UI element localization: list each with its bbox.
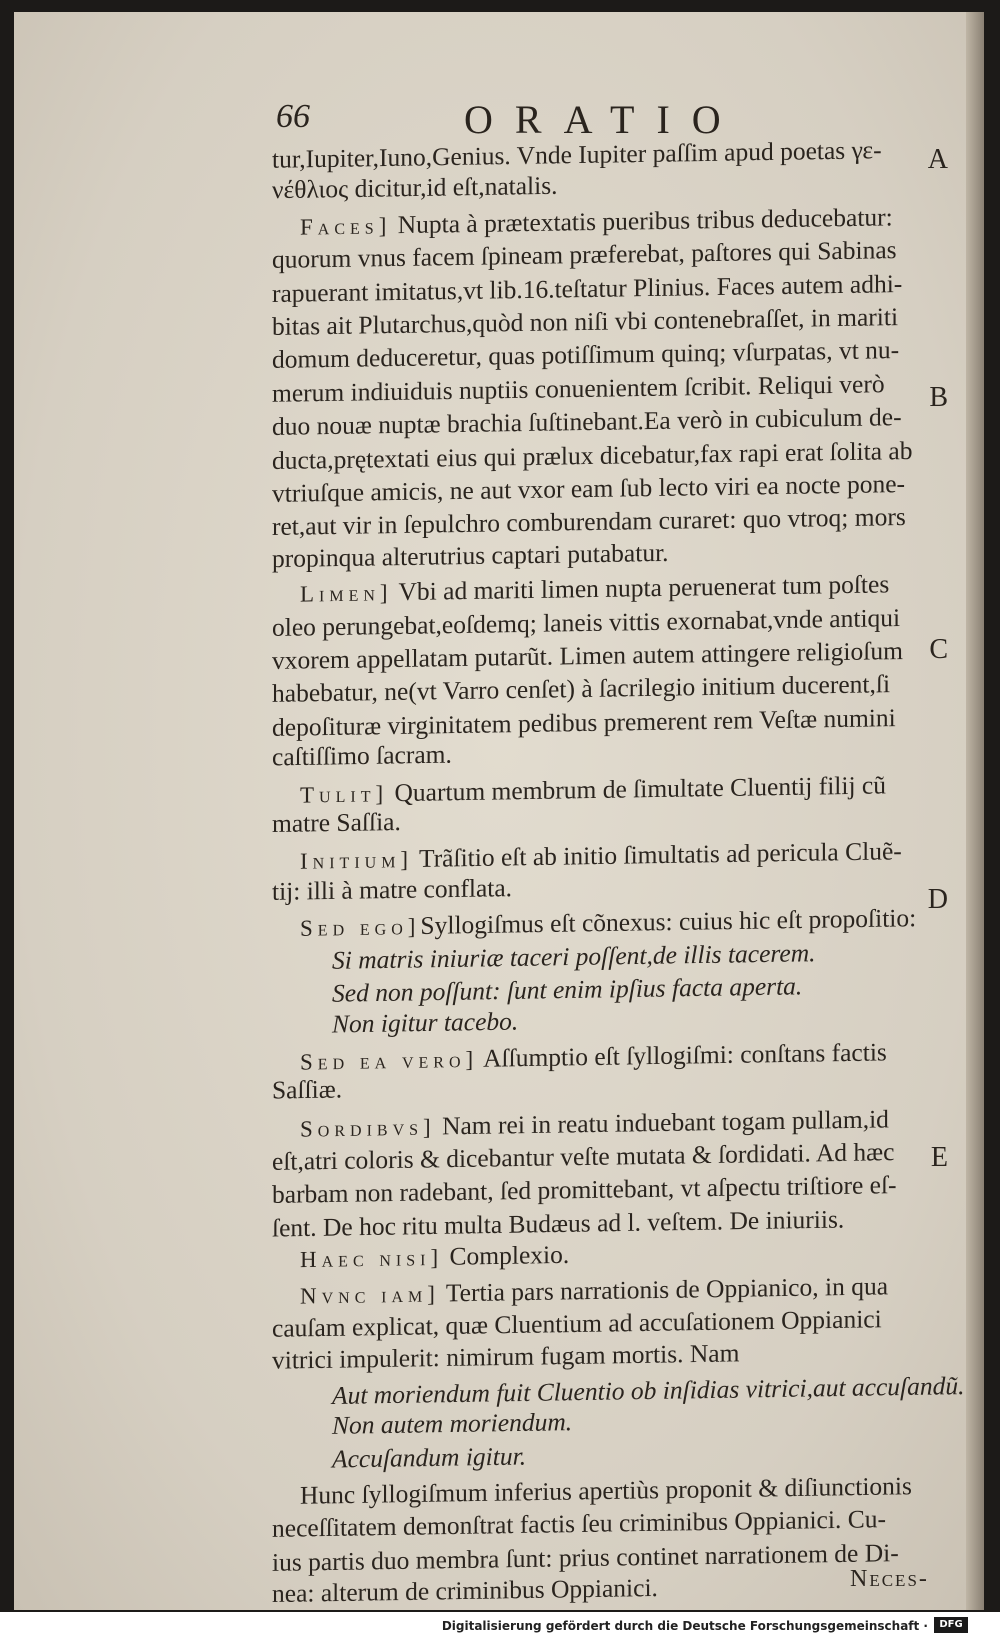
footer-credit: Digitalisierung gefördert durch die Deutsche Forschungsgemeinschaft · xyxy=(441,1619,928,1633)
text-segment: Si matris iniuriæ taceri poſſent,de illis tacerem. xyxy=(332,937,816,975)
text-line xyxy=(300,1242,569,1272)
text-segment: Vbi ad mariti limen nupta peruenerat tum poſtes xyxy=(392,569,890,607)
text-segment: Nupta à prætextatis pueribus tribus deducebatur: xyxy=(391,202,893,240)
text-segment: vtriuſque amicis, ne aut vxor eam ſub lecto viri ea nocte pone- xyxy=(272,469,906,508)
lemma: Sed ego] xyxy=(300,914,421,942)
text-line xyxy=(300,1103,889,1142)
text-segment: oleo perungebat,eoſdemq; laneis vittis exornabat,vnde antiqui xyxy=(272,602,901,642)
text-segment: caſtiſſimo ſacram. xyxy=(272,739,452,772)
text-segment: nea: alterum de criminibus Oppianici. xyxy=(272,1573,658,1609)
text-line xyxy=(332,1443,526,1472)
text-line xyxy=(272,1338,740,1376)
text-line xyxy=(272,872,513,906)
text-line xyxy=(272,669,891,709)
page-edge-shadow xyxy=(966,12,984,1610)
text-segment: ius partis duo membra ſunt: prius continet narrationem de Di- xyxy=(272,1537,899,1577)
text-line xyxy=(300,1270,889,1309)
footer-bar xyxy=(0,1612,1000,1640)
text-line xyxy=(272,602,901,642)
book-page xyxy=(14,12,984,1610)
text-line xyxy=(272,638,903,673)
text-line xyxy=(272,806,401,839)
text-segment: habebatur, ne(vt Varro cenſet) à ſacrilegio initium ducerent,ſi xyxy=(272,669,891,709)
text-line xyxy=(272,137,882,172)
text-segment: Saſſiæ. xyxy=(272,1074,343,1105)
text-line xyxy=(272,502,906,542)
text-segment: cauſam explicat, quæ Cluentium ad accuſationem Oppianici xyxy=(272,1304,882,1343)
text-segment: νέθλιος dicitur,id eſt,natalis. xyxy=(272,171,558,205)
text-segment: Quartum membrum de ſimultate Cluentij filij cũ xyxy=(388,769,887,807)
text-line xyxy=(332,1407,573,1441)
lemma: Faces] xyxy=(300,213,392,240)
text-line xyxy=(272,1204,845,1243)
text-line xyxy=(272,471,905,506)
text-segment: bitas ait Plutarchus,quòd non niſi vbi contenebraſſet, in mariti xyxy=(272,302,899,341)
text-segment: Aſſumptio eſt ſyllogiſmi: conſtans factis xyxy=(478,1037,887,1073)
text-segment: ret,aut vir in ſepulchro comburendam curaret: quo vtroq; mors xyxy=(272,502,906,542)
running-head: ORATIO xyxy=(464,97,743,142)
text-segment: Accuſandum igitur. xyxy=(332,1441,527,1474)
text-segment: vitrici impulerit: nimirum fugam mortis. Nam xyxy=(272,1338,740,1376)
dfg-logo: DFG xyxy=(934,1617,968,1633)
margin-letter: D xyxy=(927,884,948,915)
text-line xyxy=(300,769,887,808)
text-segment: depoſituræ virginitatem pedibus premerent rem Veſtæ numini xyxy=(272,702,896,742)
text-segment: Hunc ſyllogiſmum inferius apertiùs proponit & diſiunctionis xyxy=(300,1471,912,1510)
text-line xyxy=(272,268,903,308)
text-line xyxy=(272,1074,343,1105)
text-line xyxy=(300,1039,887,1074)
text-line xyxy=(300,569,890,607)
text-segment: quorum vnus facem ſpineam præferebat, paſtores qui Sabinas xyxy=(272,235,897,275)
text-line xyxy=(300,204,893,239)
text-line xyxy=(272,1575,658,1607)
text-segment: rapuerant imitatus,vt lib.16.teſtatur Plinius. Faces autem adhi- xyxy=(272,268,903,308)
text-segment: tij: illi à matre conflata. xyxy=(272,872,513,906)
text-segment: ſent. De hoc ritu multa Budæus ad l. veſtem. De iniuriis. xyxy=(272,1204,845,1243)
margin-letter: C xyxy=(929,634,948,665)
text-line xyxy=(272,1537,899,1577)
text-line xyxy=(272,1504,886,1544)
text-segment: Sed non poſſunt: ſunt enim ipſius facta aperta. xyxy=(332,971,803,1008)
lemma: Sordibvs] xyxy=(300,1114,436,1142)
text-line xyxy=(332,937,816,975)
text-line xyxy=(332,1370,965,1410)
text-line xyxy=(272,537,669,573)
text-segment: domum deduceretur, quas potiſſimum quinq; vſurpatas, vt nu- xyxy=(272,335,900,375)
text-line xyxy=(272,1306,882,1341)
margin-letter: E xyxy=(930,1142,948,1173)
page-number: 66 xyxy=(276,98,310,135)
text-segment: Non autem moriendum. xyxy=(332,1407,573,1441)
text-segment: eſt,atri coloris & dicebantur veſte mutata & ſordidati. Ad hæc xyxy=(272,1137,895,1176)
text-line xyxy=(272,402,902,442)
text-segment: Tertia pars narrationis de Oppianico, in qua xyxy=(439,1270,889,1308)
text-segment: vxorem appellatam putarũt. Limen autem attingere religioſum xyxy=(272,636,903,675)
text-line xyxy=(272,1139,894,1174)
text-segment: ducta,prętextati eius qui prælux dicebatur,fax rapi erat ſolita ab xyxy=(272,435,913,475)
lemma: Nvnc iam] xyxy=(300,1281,440,1309)
text-segment: merum indiuiduis nuptiis conuenientem ſcribit. Reliqui verò xyxy=(272,368,885,408)
text-line xyxy=(272,368,885,408)
text-line xyxy=(272,1170,897,1210)
text-line xyxy=(332,1006,519,1039)
text-segment: Syllogiſmus eſt cõnexus: cuius hic eſt propoſitio: xyxy=(420,903,917,941)
text-line xyxy=(300,1473,912,1508)
text-segment: duo nouæ nuptæ brachia ſuſtinebant.Ea verò in cubiculum de- xyxy=(272,402,902,442)
text-line xyxy=(332,973,802,1006)
lemma: Limen] xyxy=(300,580,393,607)
text-segment: Non igitur tacebo. xyxy=(332,1006,519,1039)
text-line xyxy=(272,304,898,339)
lemma: Initium] xyxy=(300,847,414,875)
text-segment: tur,Iupiter,Iuno,Genius. Vnde Iupiter paſſim apud poetas γε- xyxy=(272,135,882,174)
text-line xyxy=(272,335,900,375)
text-segment: Trãſitio eſt ab initio ſimultatis ad pericula Cluẽ- xyxy=(413,836,902,874)
text-segment: neceſſitatem demonſtrat factis ſeu criminibus Oppianici. Cu- xyxy=(272,1504,886,1544)
text-segment: propinqua alterutrius captari putabatur. xyxy=(272,537,669,573)
lemma: Tulit] xyxy=(300,780,389,808)
text-segment: Nam rei in reatu induebant togam pullam,id xyxy=(435,1103,889,1141)
text-segment: Aut moriendum fuit Cluentio ob inſidias vitrici,aut accuſandũ. xyxy=(332,1370,965,1410)
text-line xyxy=(272,235,897,275)
text-segment: Complexio. xyxy=(443,1240,570,1272)
text-line xyxy=(272,702,896,742)
lemma: Haec nisi] xyxy=(300,1245,444,1273)
margin-letter: B xyxy=(929,382,948,413)
text-line xyxy=(300,836,902,875)
lemma: Sed ea vero] xyxy=(300,1046,479,1075)
text-line xyxy=(272,435,913,475)
text-line xyxy=(300,905,916,940)
text-line xyxy=(272,173,558,203)
margin-letter: A xyxy=(927,144,948,175)
catchword: Neces- xyxy=(850,1566,929,1592)
text-line xyxy=(272,739,452,772)
text-segment: matre Saſſia. xyxy=(272,806,401,839)
text-segment: barbam non radebant, ſed promittebant, vt aſpectu triſtiore eſ- xyxy=(272,1170,897,1210)
